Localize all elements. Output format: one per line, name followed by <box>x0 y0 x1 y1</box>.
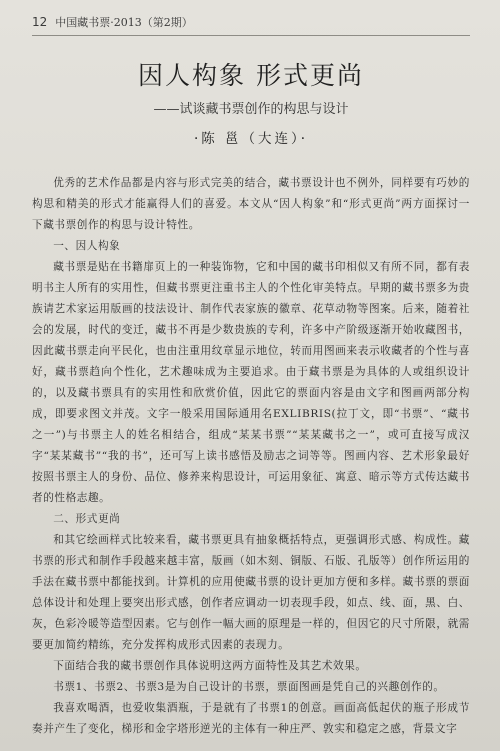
paragraph-intro: 优秀的艺术作品都是内容与形式完美的结合，藏书票设计也不例外，同样要有巧妙的构思和精美的形式才能赢得人们的喜爱。本文从“因人构象”和“形式更尚”两方面探讨一下藏书票创作的构思与设计特性。 <box>32 177 470 231</box>
paragraph-section-2: 和其它绘画样式比较来看，藏书票更具有抽象概括特点，更强调形式感、构成性。藏书票的形式和制作手段越来越丰富，版画（如木刻、铜版、石版、孔版等）创作所运用的手法在藏书票中都能找到。计算机的应用使藏书票的设计更加方便和多样。藏书票的票面总体设计和处理上要突出形式感，创作者应调动一切表现手段，如点、线、面，黑、白、灰，色彩冷暖等造型因素。它与创作一幅大画的原理是一样的，但因它的尺寸所限，就需要更加简约精练，充分发挥构成形式因素的表现力。 <box>32 534 470 651</box>
paragraph-examples-1: 书票1、书票2、书票3是为自己设计的书票，票面图画是凭自己的兴趣创作的。 <box>53 681 445 693</box>
article-body <box>32 173 470 740</box>
running-header <box>32 14 470 36</box>
page-number: 12 <box>32 15 48 29</box>
article-author: ·陈 邕（大连）· <box>193 131 309 147</box>
section-heading-2: 二、形式更尚 <box>53 513 121 525</box>
journal-title: 中国藏书票·2013（第2期） <box>55 16 193 29</box>
article-title: 因人构象 形式更尚 <box>138 61 364 90</box>
section-heading-1: 一、因人构象 <box>53 240 121 252</box>
paragraph-examples-2: 我喜欢喝酒，也爱收集酒瓶，于是就有了书票1的创意。画面高低起伏的瓶子形成节奏并产生了变化，梯形和金字塔形逆光的主体有一种庄严、敦实和稳定之感，背景文字 <box>32 702 470 735</box>
article-subtitle: ——试谈藏书票创作的构思与设计 <box>153 102 349 117</box>
paragraph-section-1: 藏书票是贴在书籍扉页上的一种装饰物，它和中国的藏书印相似又有所不同，都有表明书主人所有的实用性，但藏书票更注重书主人的个性化审美特点。早期的藏书票多为贵族请艺术家运用版画的技法设计、制作代表家族的徽章、花草动物等图案。后来，随着社会的发展，时代的变迁，藏书不再是少数贵族的专利，许多中产阶级逐渐开始收藏图书，因此藏书票走向平民化，也由注重用纹章显示地位，转而用图画来表示收藏者的个性与喜好，藏书票趋向个性化，艺术趣味成为主要追求。由于藏书票是为具体的人或组织设计的，以及藏书票具有的实用性和欣赏价值，因此它的票面内容是由文字和图画两部分构成，即要求图文并茂。文字一般采用国际通用名EXLIBRIS(拉丁文，即“书票”、“藏书之一”)与书票主人的姓名相结合，组成“某某书票”“某某藏书之一”，或可直接写成汉字“某某藏书”“我的书”，还可写上读书感悟及励志之词等等。图画内容、艺术形象最好按照书票主人的身份、品位、修养来构思设计，可运用象征、寓意、暗示等方式传达藏书者的性格志趣。 <box>32 261 470 504</box>
paragraph-examples-intro: 下面结合我的藏书票创作具体说明这两方面特性及其艺术效果。 <box>53 660 367 672</box>
